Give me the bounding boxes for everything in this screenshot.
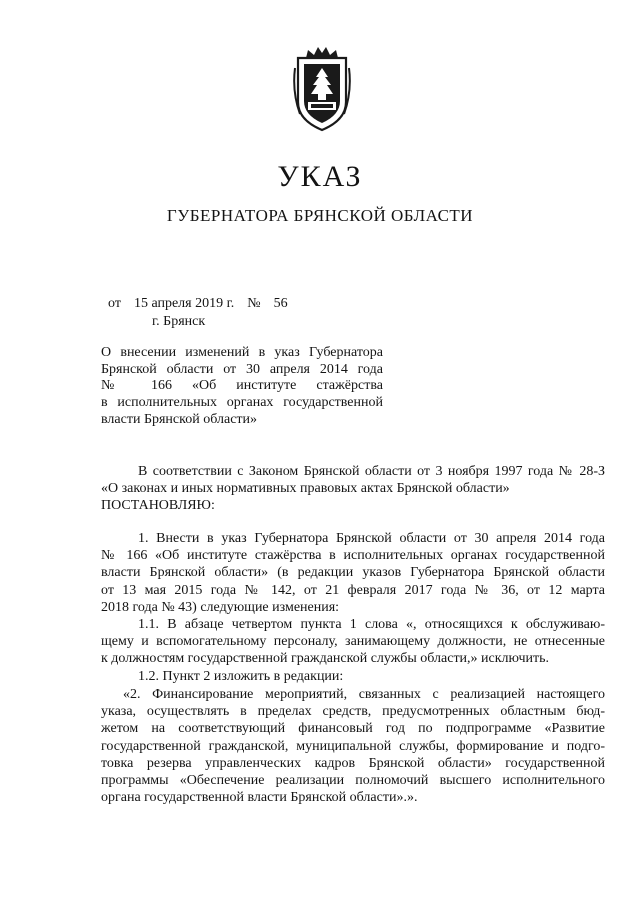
preamble-line: «О законах и иных нормативных правовых актах Брянской области» xyxy=(101,481,510,497)
item-1-line: от 13 мая 2015 года № 142, от 21 февраля 2017 года № 36, от 12 марта xyxy=(101,582,605,598)
item-1 xyxy=(101,530,605,616)
preamble-line: ПОСТАНОВЛЯЮ: xyxy=(101,498,215,514)
quote-line: государственной гражданской, муниципальной службы, формирование и подго- xyxy=(101,738,605,754)
subject-line: № 166 «Об институте стажёрства xyxy=(101,378,383,394)
subject-line: власти Брянской области» xyxy=(101,411,258,427)
document-date: 15 апреля 2019 г. xyxy=(133,296,235,311)
subject-line: Брянской области от 30 апреля 2014 года xyxy=(101,361,383,377)
item-1-line: власти Брянской области» (в редакции указов Губернатора Брянской области xyxy=(101,565,605,581)
quote-line: программы «Обеспечение реализации полномочий высшего исполнительного xyxy=(101,773,605,789)
coat-of-arms-icon xyxy=(292,44,352,134)
item-1-1-line: 1.1. В абзаце четвертом пункта 1 слова «, относящихся к обслуживаю- xyxy=(138,617,605,632)
document-date-line xyxy=(108,296,288,312)
quote-line: указа, осуществлять в пределах средств, предусмотренных областным бюд- xyxy=(101,704,605,720)
subject-line: в исполнительных органах государственной xyxy=(101,395,383,411)
item-1-line: 2018 года № 43) следующие изменения: xyxy=(101,599,340,615)
quote-line: товка резерва управленческих кадров Брянской области» государственной xyxy=(101,755,605,771)
document-number: 56 xyxy=(273,296,288,311)
item-1-2 xyxy=(101,668,605,685)
document-subtitle: ГУБЕРНАТОРА БРЯНСКОЙ ОБЛАСТИ xyxy=(166,206,474,225)
subject-line: О внесении изменений в указ Губернатора xyxy=(101,345,383,360)
item-1-1-line: щему и вспомогательному персоналу, занимающему должности, не отнесенные xyxy=(101,634,605,650)
quote-line: жетом на соответствующий финансовый год по подпрограмме «Развитие xyxy=(101,721,605,737)
preamble-line: В соответствии с Законом Брянской области от 3 ноября 1997 года № 28-З xyxy=(138,464,605,479)
preamble xyxy=(101,463,605,515)
quote-line: «2. Финансирование мероприятий, связанных с реализацией настоящего xyxy=(123,687,605,702)
item-1-1-line: к должностям государственной гражданской службы области,» исключить. xyxy=(101,651,550,667)
item-1-line: № 166 «Об институте стажёрства в исполнительных органах государственной xyxy=(101,548,605,564)
document-place: г. Брянск xyxy=(152,314,206,329)
item-1-1 xyxy=(101,616,605,668)
date-prefix: от xyxy=(108,296,121,311)
number-prefix: № xyxy=(247,296,261,311)
item-1-2-line: 1.2. Пункт 2 изложить в редакции: xyxy=(138,669,344,684)
item-1-2-quote xyxy=(101,686,605,806)
quote-line: органа государственной власти Брянской области».». xyxy=(101,790,418,806)
item-1-line: 1. Внести в указ Губернатора Брянской области от 30 апреля 2014 года xyxy=(138,531,605,546)
document-subject xyxy=(101,345,383,429)
document-title: УКАЗ xyxy=(277,160,363,193)
